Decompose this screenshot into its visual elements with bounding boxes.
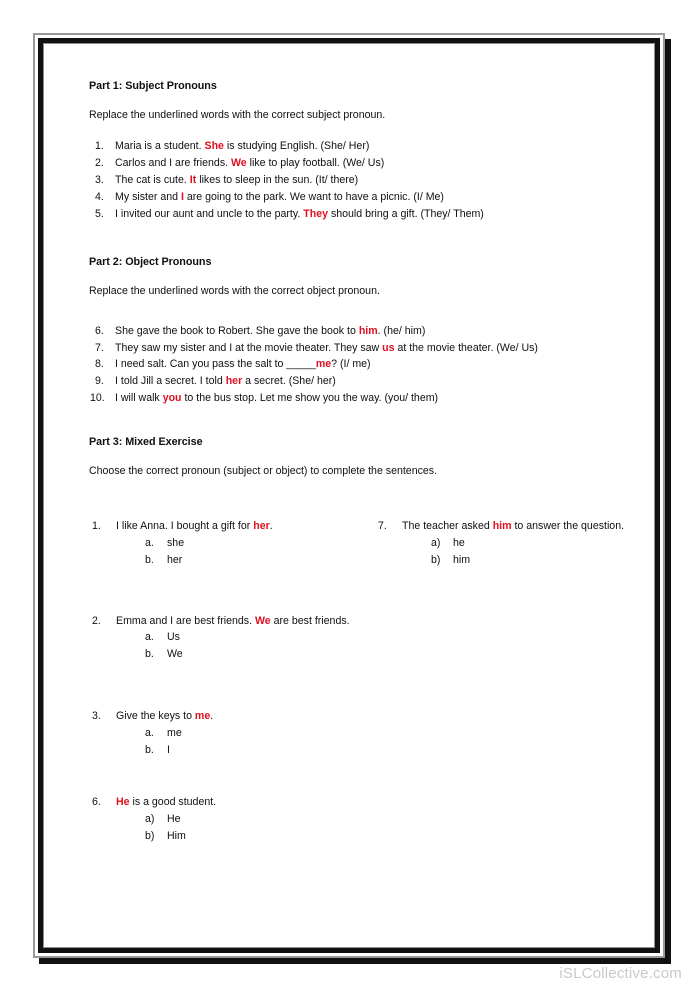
mc-option[interactable]	[431, 535, 637, 552]
question-number: 1.	[95, 140, 104, 153]
question-text-post: like to play football. (We/ Us)	[246, 157, 385, 170]
question-text	[115, 172, 625, 189]
question-text	[115, 356, 625, 373]
mc-question-number: 7.	[378, 520, 387, 533]
mc-option[interactable]	[145, 725, 351, 742]
mc-option[interactable]	[145, 828, 351, 845]
part-2-title: Part 2: Object Pronouns	[89, 256, 212, 269]
answer-pronoun: It	[189, 173, 197, 186]
question-item	[89, 323, 625, 340]
mc-stem-post: are best friends.	[270, 614, 350, 627]
question-item	[89, 340, 625, 357]
answer-pronoun: She	[204, 140, 224, 153]
mc-option-value: he	[453, 536, 465, 549]
mc-option-label: a)	[431, 536, 441, 549]
answer-pronoun: her	[253, 520, 270, 533]
mc-question	[89, 613, 351, 663]
part-3-title: Part 3: Mixed Exercise	[89, 435, 203, 448]
question-text	[115, 138, 625, 155]
question-text	[115, 323, 625, 340]
answer-pronoun: We	[254, 614, 271, 627]
worksheet-page-border	[38, 38, 660, 953]
part-2-instruction: Replace the underlined words with the correct object pronoun.	[89, 285, 380, 298]
mc-question-number: 3.	[92, 709, 101, 722]
question-item	[89, 155, 625, 172]
mc-option[interactable]	[145, 552, 351, 569]
answer-pronoun: I	[180, 190, 184, 203]
mc-question-head	[89, 613, 351, 630]
question-text-post: at the movie theater. (We/ Us)	[394, 341, 538, 354]
question-item	[89, 356, 625, 373]
mc-question-stem	[116, 518, 351, 535]
question-text	[115, 155, 625, 172]
mc-question	[89, 794, 351, 844]
spacer	[89, 502, 625, 518]
mc-stem-pre: I like Anna. I bought a gift for	[116, 520, 254, 533]
question-text-pre: They saw my sister and I at the movie theater. They saw	[115, 341, 383, 354]
answer-pronoun: me	[315, 358, 332, 371]
part-3-right-column	[375, 518, 637, 845]
mc-option-list	[89, 725, 351, 759]
mc-stem-pre: Give the keys to	[116, 709, 195, 722]
spacer	[89, 407, 625, 433]
mc-option-value: Us	[167, 631, 180, 644]
question-number: 3.	[95, 173, 104, 186]
mc-option-list	[375, 535, 637, 569]
mc-option-label: b)	[431, 553, 441, 566]
part-2-question-list	[89, 323, 625, 407]
worksheet-page-frame	[33, 33, 665, 958]
worksheet-content	[43, 43, 655, 948]
mc-stem-pre: The teacher asked	[402, 520, 493, 533]
spacer	[89, 120, 625, 138]
question-item	[89, 373, 625, 390]
question-number: 5.	[95, 207, 104, 220]
question-number: 4.	[95, 190, 104, 203]
answer-pronoun: us	[382, 341, 395, 354]
question-number: 10.	[90, 391, 105, 404]
mc-option-label: a.	[145, 726, 154, 739]
mc-question-number: 2.	[92, 614, 101, 627]
question-text-post: is studying English. (She/ Her)	[223, 140, 370, 153]
question-text	[115, 189, 625, 206]
answer-pronoun: me	[194, 709, 211, 722]
mc-question-head	[89, 794, 351, 811]
mc-option-label: a.	[145, 536, 154, 549]
mc-stem-post: .	[210, 709, 214, 722]
mc-option-list	[89, 535, 351, 569]
part-3-columns	[89, 518, 625, 845]
mc-option[interactable]	[145, 742, 351, 759]
question-number: 7.	[95, 341, 104, 354]
spacer	[89, 268, 625, 286]
mc-question-stem	[116, 613, 351, 630]
answer-pronoun: her	[225, 375, 243, 388]
question-text	[115, 390, 625, 407]
mc-option-value: she	[167, 536, 185, 549]
mc-option-value: me	[167, 726, 182, 739]
mc-option-value: He	[167, 813, 181, 826]
spacer	[89, 92, 625, 110]
question-text-post: ? (I/ me)	[331, 358, 371, 371]
mc-option[interactable]	[145, 811, 351, 828]
answer-pronoun: him	[358, 324, 378, 337]
mc-option-label: b.	[145, 648, 154, 661]
mc-question-head	[89, 708, 351, 725]
mc-stem-post: to answer the question.	[511, 520, 625, 533]
question-text-pre: My sister and	[115, 190, 181, 203]
mc-option-value: I	[167, 743, 170, 756]
mc-option[interactable]	[145, 629, 351, 646]
mc-question	[89, 518, 351, 568]
part-1-instruction: Replace the underlined words with the correct subject pronoun.	[89, 108, 386, 121]
question-text-pre: I told Jill a secret. I told	[115, 375, 226, 388]
part-3-left-column	[89, 518, 351, 845]
question-text-pre: Carlos and I are friends.	[115, 157, 231, 170]
mc-question-head	[375, 518, 637, 535]
mc-option-list	[89, 629, 351, 663]
question-text-pre: Maria is a student.	[115, 140, 205, 153]
answer-pronoun: We	[231, 157, 247, 170]
mc-option[interactable]	[145, 535, 351, 552]
mc-option[interactable]	[145, 646, 351, 663]
spacer	[89, 758, 351, 794]
question-text-pre: I need salt. Can you pass the salt to _____	[115, 358, 316, 371]
mc-option-label: b)	[145, 829, 155, 842]
question-text-pre: I invited our aunt and uncle to the party.	[115, 207, 304, 220]
part-1-title: Part 1: Subject Pronouns	[89, 80, 217, 92]
question-number: 9.	[95, 375, 104, 388]
question-text-pre: She gave the book to Robert. She gave the book to	[115, 324, 359, 337]
spacer	[89, 297, 625, 323]
part-1-question-list	[89, 138, 625, 222]
question-item	[89, 189, 625, 206]
question-item	[89, 172, 625, 189]
mc-question-number: 1.	[92, 520, 101, 533]
spacer	[89, 448, 625, 466]
answer-pronoun: you	[162, 391, 182, 404]
spacer	[89, 663, 351, 708]
mc-option-value: Him	[167, 829, 186, 842]
question-text-pre: I will walk	[115, 391, 163, 404]
question-text-post: should bring a gift. (They/ Them)	[328, 207, 484, 220]
question-text-post: to the bus stop. Let me show you the way. (you/ them)	[181, 391, 439, 404]
mc-question	[375, 518, 637, 568]
question-text	[115, 373, 625, 390]
mc-stem-post: is a good student.	[129, 796, 217, 809]
mc-option-value: her	[167, 553, 183, 566]
answer-pronoun: him	[492, 520, 512, 533]
spacer	[89, 222, 625, 248]
islcollective-watermark: iSLCollective.com	[559, 965, 682, 982]
question-text-post: are going to the park. We want to have a picnic. (I/ Me)	[183, 190, 444, 203]
spacer	[89, 569, 351, 613]
mc-question-stem	[402, 518, 637, 535]
mc-option-label: a)	[145, 813, 155, 826]
spacer	[89, 476, 625, 502]
mc-question-number: 6.	[92, 796, 101, 809]
mc-option-label: b.	[145, 553, 154, 566]
question-number: 2.	[95, 157, 104, 170]
mc-option-list	[89, 811, 351, 845]
question-text-post: likes to sleep in the sun. (It/ there)	[196, 173, 359, 186]
question-item	[89, 390, 625, 407]
question-text	[115, 206, 625, 223]
mc-option-label: b.	[145, 743, 154, 756]
question-number: 8.	[95, 358, 104, 371]
mc-option-value: We	[167, 648, 183, 661]
question-text-post: a secret. (She/ her)	[242, 375, 336, 388]
mc-question-stem	[116, 708, 351, 725]
part-3-instruction: Choose the correct pronoun (subject or object) to complete the sentences.	[89, 464, 438, 477]
question-text	[115, 340, 625, 357]
mc-question-stem	[116, 794, 351, 811]
question-item	[89, 206, 625, 223]
question-number: 6.	[95, 324, 104, 337]
question-text-pre: The cat is cute.	[115, 173, 190, 186]
question-item	[89, 138, 625, 155]
mc-stem-post: .	[269, 520, 273, 533]
mc-question-head	[89, 518, 351, 535]
mc-option[interactable]	[431, 552, 637, 569]
mc-option-value: him	[453, 553, 471, 566]
question-text-post: . (he/ him)	[377, 324, 426, 337]
answer-pronoun: He	[116, 796, 130, 809]
mc-question	[89, 708, 351, 758]
mc-stem-pre: Emma and I are best friends.	[116, 614, 255, 627]
mc-option-label: a.	[145, 631, 154, 644]
answer-pronoun: They	[303, 207, 328, 220]
